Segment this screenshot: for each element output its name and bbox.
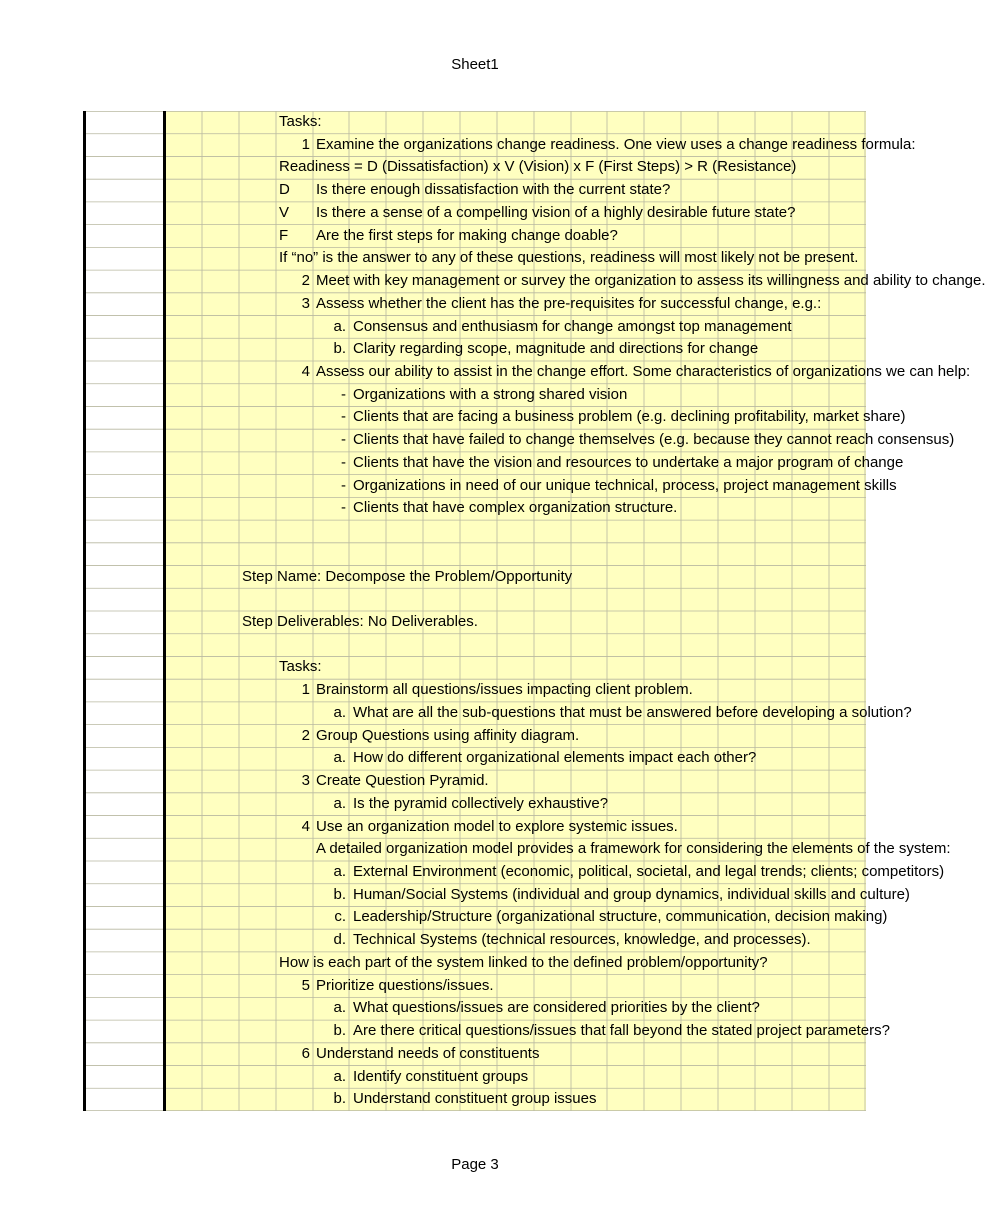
- cell-text: Is there enough dissatisfaction with the current state?: [316, 181, 671, 199]
- cell-sub-marker: a.: [333, 1067, 346, 1085]
- cell-text: Examine the organizations change readiness. One view uses a change readiness formula:: [316, 135, 916, 153]
- cell-sub-marker: -: [341, 453, 346, 471]
- sheet-row: [83, 679, 866, 702]
- sheet-row: [83, 293, 866, 316]
- sheet-row: [83, 406, 906, 429]
- cell-text: Human/Social Systems (individual and group dynamics, individual skills and culture): [353, 885, 910, 903]
- sheet-row: [83, 702, 912, 725]
- cell-step-number: 2: [301, 726, 310, 744]
- cell-step-heading: Step Deliverables: No Deliverables.: [242, 613, 478, 630]
- page-header: Sheet1: [451, 56, 499, 73]
- cell-text: Clients that have complex organization structure.: [353, 499, 678, 517]
- cell-step-number: 1: [301, 681, 310, 699]
- cell-sub-marker: b.: [333, 1090, 346, 1108]
- cell-sub-marker: b.: [333, 1022, 346, 1040]
- sheet-row: [83, 1066, 866, 1089]
- cell-sub-marker: a.: [333, 749, 346, 767]
- cell-text: Is the pyramid collectively exhaustive?: [353, 794, 609, 812]
- page-footer: Page 3: [451, 1156, 499, 1173]
- cell-letter: F: [279, 226, 289, 244]
- sheet-row: [83, 793, 866, 816]
- sheet-row: [83, 384, 866, 407]
- cell-text: Tasks:: [279, 658, 322, 676]
- cell-text: Readiness = D (Dissatisfaction) x V (Vision) x F (First Steps) > R (Resistance): [279, 158, 797, 176]
- cell-sub-marker: -: [341, 476, 346, 494]
- cell-text: Brainstorm all questions/issues impacting client problem.: [316, 681, 693, 699]
- cell-text: How do different organizational elements impact each other?: [353, 749, 757, 767]
- cell-step-number: 3: [301, 772, 310, 790]
- cell-text: Clarity regarding scope, magnitude and directions for change: [353, 340, 759, 358]
- cell-text: Are there critical questions/issues that fall beyond the stated project parameters?: [353, 1022, 890, 1040]
- cell-text: External Environment (economic, political, societal, and legal trends; clients; competitors): [353, 863, 945, 880]
- cell-text: Leadership/Structure (organizational structure, communication, decision making): [353, 908, 888, 926]
- sheet-row: [83, 861, 945, 884]
- cell-sub-marker: -: [341, 408, 346, 426]
- cell-step-number: 2: [301, 272, 310, 290]
- cell-step-number: 5: [301, 976, 310, 994]
- sheet-row: [83, 588, 866, 611]
- cell-sub-marker: a.: [333, 317, 346, 335]
- cell-text: Is there a sense of a compelling vision of a highly desirable future state?: [316, 203, 796, 221]
- spreadsheet-area: [83, 111, 986, 1111]
- cell-text: Assess whether the client has the pre-requisites for successful change, e.g.:: [316, 294, 822, 312]
- sheet-row: [83, 634, 866, 657]
- sheet-row: [83, 884, 910, 907]
- cell-sub-marker: c.: [334, 908, 346, 926]
- sheet-row: [83, 111, 866, 134]
- sheet-row: [83, 611, 866, 634]
- sheet-row: [83, 816, 866, 839]
- sheet-row: [83, 225, 866, 248]
- sheet-row: [83, 247, 866, 270]
- cell-sub-marker: -: [341, 431, 346, 449]
- sheet-row: [83, 997, 866, 1020]
- cell-letter: V: [279, 203, 290, 221]
- sheet-row: [83, 316, 866, 339]
- cell-sub-marker: d.: [333, 931, 346, 949]
- cell-sub-marker: b.: [333, 885, 346, 903]
- cell-sub-marker: a.: [333, 794, 346, 812]
- sheet-row: [83, 520, 866, 543]
- cell-text: Prioritize questions/issues.: [316, 976, 494, 994]
- sheet-row: [83, 1020, 890, 1043]
- cell-text: Clients that have the vision and resources to undertake a major program of change: [353, 453, 904, 471]
- cell-text: Use an organization model to explore systemic issues.: [316, 817, 678, 835]
- cell-text: Understand needs of constituents: [316, 1044, 540, 1062]
- cell-sub-marker: -: [341, 499, 346, 517]
- sheet-row: [83, 134, 916, 157]
- cell-step-heading: Step Name: Decompose the Problem/Opportunity: [242, 567, 573, 585]
- cell-text: Clients that have failed to change themselves (e.g. because they cannot reach consensus): [353, 431, 955, 449]
- cell-text: A detailed organization model provides a framework for considering the elements of the system:: [316, 840, 951, 858]
- cell-step-number: 3: [301, 294, 310, 312]
- cell-text: Create Question Pyramid.: [316, 772, 489, 790]
- sheet-row: [83, 952, 866, 975]
- sheet-row: [83, 361, 971, 384]
- sheet-row: [83, 747, 866, 770]
- cell-text: Identify constituent groups: [353, 1067, 529, 1085]
- cell-text: Group Questions using affinity diagram.: [316, 726, 580, 744]
- cell-sub-marker: a.: [333, 863, 346, 880]
- cell-text: If “no” is the answer to any of these questions, readiness will most likely not be present.: [279, 249, 859, 267]
- cell-text: Understand constituent group issues: [353, 1090, 597, 1108]
- cell-text: How is each part of the system linked to the defined problem/opportunity?: [279, 953, 768, 971]
- sheet-row: [83, 770, 866, 793]
- cell-text: Clients that are facing a business problem (e.g. declining profitability, market share): [353, 408, 906, 426]
- cell-text: Organizations in need of our unique technical, process, project management skills: [353, 476, 897, 494]
- cell-letter: D: [279, 181, 290, 199]
- cell-text: Are the first steps for making change doable?: [316, 226, 618, 244]
- sheet-row: [83, 1043, 866, 1066]
- sheet-row: [83, 270, 986, 293]
- sheet-row: [83, 975, 866, 998]
- cell-text: Consensus and enthusiasm for change amongst top management: [353, 317, 792, 335]
- cell-text: What questions/issues are considered priorities by the client?: [353, 999, 760, 1017]
- sheet-row: [83, 543, 866, 566]
- sheet-row: [83, 429, 955, 452]
- sheet-row: [83, 452, 904, 475]
- cell-text: Tasks:: [279, 113, 322, 130]
- sheet-row: [83, 566, 866, 589]
- cell-sub-marker: b.: [333, 340, 346, 358]
- cell-text: What are all the sub-questions that must be answered before developing a solution?: [353, 703, 912, 721]
- sheet-row: [83, 838, 951, 861]
- cell-text: Meet with key management or survey the organization to assess its willingness and ability to change.: [316, 272, 986, 290]
- cell-sub-marker: -: [341, 385, 346, 403]
- sheet-row: [83, 725, 866, 748]
- cell-step-number: 4: [301, 817, 310, 835]
- sheet-row: [83, 929, 866, 952]
- cell-text: Technical Systems (technical resources, knowledge, and processes).: [353, 931, 811, 949]
- sheet-row: [83, 497, 866, 520]
- cell-step-number: 6: [301, 1044, 310, 1062]
- sheet-row: [83, 906, 888, 929]
- sheet-row: [83, 179, 866, 202]
- cell-text: Organizations with a strong shared vision: [353, 385, 628, 403]
- sheet-rows: [83, 111, 986, 1111]
- cell-sub-marker: a.: [333, 703, 346, 721]
- cell-step-number: 4: [301, 363, 310, 380]
- sheet-row: [83, 656, 866, 679]
- sheet-row: [83, 202, 866, 225]
- cell-sub-marker: a.: [333, 999, 346, 1017]
- cell-step-number: 1: [301, 135, 310, 153]
- sheet-row: [83, 156, 866, 179]
- sheet-row: [83, 338, 866, 361]
- sheet-row: [83, 475, 897, 498]
- sheet-row: [83, 1088, 866, 1111]
- cell-text: Assess our ability to assist in the change effort. Some characteristics of organizations we can help:: [316, 363, 971, 380]
